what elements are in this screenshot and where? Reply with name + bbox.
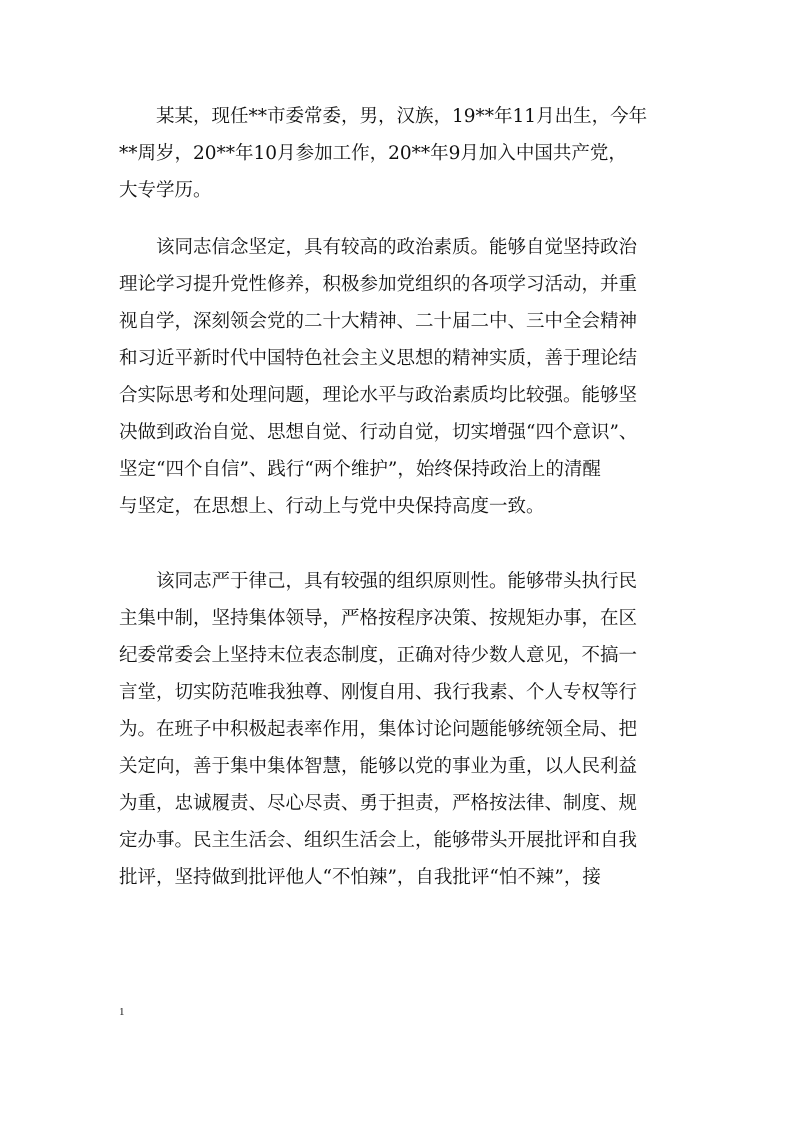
text-line: 坚定“四个自信”、践行“两个维护”，始终保持政治上的清醒 xyxy=(119,459,601,480)
text-line: **周岁，20**年10月参加工作，20**年9月加入中国共产党， xyxy=(119,143,627,164)
paragraph-political-quality xyxy=(119,229,709,525)
page-number: 1 xyxy=(119,1006,125,1018)
text-line: 关定向，善于集中集体智慧，能够以党的事业为重，以人民利益 xyxy=(119,756,638,777)
text-line: 决做到政治自觉、思想自觉、行动自觉，切实增强“四个意识”、 xyxy=(119,422,638,443)
text-line: 该同志严于律己，具有较强的组织原则性。能够带头执行民 xyxy=(119,571,638,592)
text-line: 定办事。民主生活会、组织生活会上，能够带头开展批评和自我 xyxy=(119,830,638,851)
paragraph-personal-info xyxy=(119,98,709,209)
paragraph-organizational-principle xyxy=(119,563,709,896)
text-line: 该同志信念坚定，具有较高的政治素质。能够自觉坚持政治 xyxy=(119,237,638,258)
text-line: 合实际思考和处理问题，理论水平与政治素质均比较强。能够坚 xyxy=(119,385,638,406)
text-line: 批评，坚持做到批评他人“不怕辣”，自我批评“怕不辣”，接 xyxy=(119,867,601,888)
text-line: 主集中制，坚持集体领导，严格按程序决策、按规矩办事，在区 xyxy=(119,608,638,629)
text-line: 视自学，深刻领会党的二十大精神、二十届二中、三中全会精神 xyxy=(119,311,638,332)
text-line: 言堂，切实防范唯我独尊、刚愎自用、我行我素、个人专权等行 xyxy=(119,682,638,703)
text-line: 纪委常委会上坚持末位表态制度，正确对待少数人意见，不搞一 xyxy=(119,645,638,666)
text-line: 大专学历。 xyxy=(119,180,212,201)
text-line: 与坚定，在思想上、行动上与党中央保持高度一致。 xyxy=(119,496,545,517)
text-line: 和习近平新时代中国特色社会主义思想的精神实质，善于理论结 xyxy=(119,348,638,369)
text-line: 为重，忠诚履责、尽心尽责、勇于担责，严格按法律、制度、规 xyxy=(119,793,638,814)
text-line: 理论学习提升党性修养，积极参加党组织的各项学习活动，并重 xyxy=(119,274,638,295)
text-line: 为。在班子中积极起表率作用，集体讨论问题能够统领全局、把 xyxy=(119,719,638,740)
text-line: 某某，现任**市委常委，男，汉族，19**年11月出生，今年 xyxy=(119,106,648,127)
